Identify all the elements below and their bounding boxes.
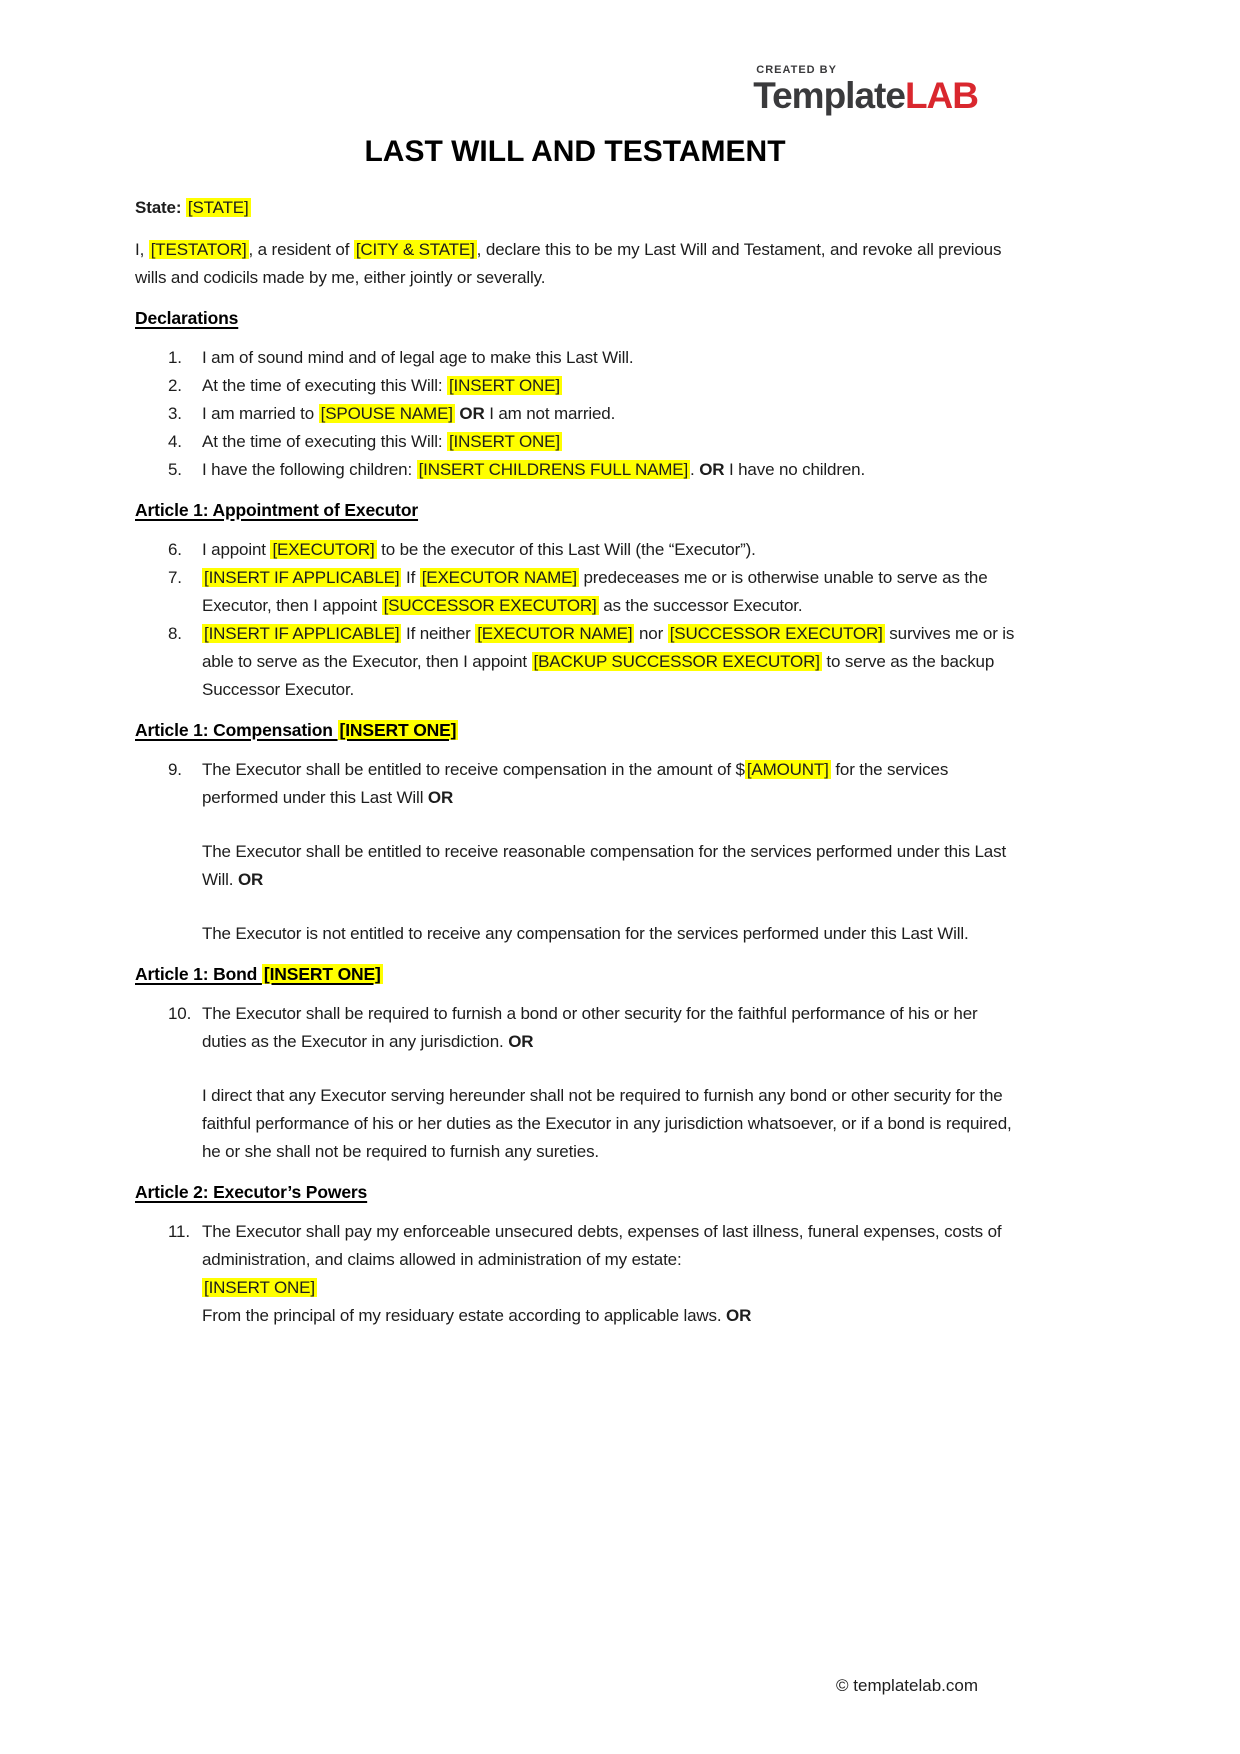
insert-if-applicable-placeholder: [INSERT IF APPLICABLE] [204, 624, 400, 643]
executor-placeholder: [EXECUTOR] [272, 540, 375, 559]
state-line [135, 194, 1015, 222]
item-number: 3. [168, 404, 182, 423]
intro-paragraph [135, 236, 1015, 292]
text-run: If [401, 568, 420, 587]
executor-name-placeholder: [EXECUTOR NAME] [477, 624, 633, 643]
footer-copyright: © templatelab.com [836, 1676, 978, 1695]
list-item-7 [168, 564, 1015, 620]
templatelab-logo [753, 64, 978, 116]
intro-run: I, [135, 240, 149, 259]
text-run: as the successor Executor. [598, 596, 803, 615]
or-keyword: OR [237, 870, 264, 889]
item-number: 8. [168, 624, 182, 643]
text-run: to serve as the backup Successor Executor. [202, 652, 995, 699]
text-run: I am married to [202, 404, 319, 423]
testator-placeholder: [TESTATOR] [150, 240, 247, 259]
item-number: 11. [168, 1222, 190, 1241]
list-item-1 [168, 344, 1015, 372]
text-run: for the services performed under this Last Will [202, 760, 949, 807]
list-item-3 [168, 400, 1015, 428]
insert-one-placeholder: [INSERT ONE] [204, 1278, 315, 1297]
item-text [202, 344, 1015, 372]
text-run: predeceases me or is otherwise unable to serve as the Executor, then I appoint [202, 568, 988, 615]
childrens-name-placeholder: [INSERT CHILDRENS FULL NAME] [418, 460, 689, 479]
text-run: to be the executor of this Last Will (the “Executor”). [376, 540, 756, 559]
powers-list [135, 1218, 1015, 1330]
insert-one-placeholder: [INSERT ONE] [339, 720, 457, 740]
insert-one-placeholder: [INSERT ONE] [448, 432, 560, 451]
text-run: The Executor is not entitled to receive any compensation for the services performed under this Last Will. [202, 924, 969, 943]
section-heading-compensation [135, 716, 1015, 744]
insert-one-placeholder: [INSERT ONE] [263, 964, 381, 984]
list-item-5 [168, 456, 1015, 484]
item-text [202, 428, 1015, 456]
state-placeholder: [STATE] [187, 198, 249, 217]
text-run: The Executor shall be entitled to receive compensation in the amount of $ [202, 760, 745, 779]
brand-wordmark [753, 77, 978, 116]
list-item-9 [168, 756, 1015, 812]
or-keyword: OR [699, 460, 725, 479]
item-text [202, 1218, 1015, 1330]
compensation-list [135, 756, 1015, 812]
successor-executor-placeholder: [SUCCESSOR EXECUTOR] [383, 596, 597, 615]
item-number: 10. [168, 1004, 192, 1023]
executor-name-placeholder: [EXECUTOR NAME] [421, 568, 577, 587]
text-run: At the time of executing this Will: [202, 432, 447, 451]
insert-one-placeholder: [INSERT ONE] [448, 376, 560, 395]
heading-text: Article 1: Compensation [135, 720, 338, 740]
item-number: 9. [168, 760, 182, 779]
section-heading-declarations: Declarations [135, 308, 239, 328]
item-text [202, 1000, 1015, 1056]
list-item-2 [168, 372, 1015, 400]
text-run: I am not married. [484, 404, 616, 423]
compensation-alt-1 [202, 838, 1015, 894]
list-item-6 [168, 536, 1015, 564]
item-text [202, 372, 1015, 400]
compensation-alt-2 [202, 920, 1015, 948]
text-run: From the principal of my residuary estate according to applicable laws. [202, 1306, 727, 1325]
item-number: 2. [168, 376, 182, 395]
text-run: At the time of executing this Will: [202, 376, 447, 395]
created-by-label: CREATED BY [756, 64, 837, 76]
state-label: State: [135, 198, 186, 217]
text-run: The Executor shall be required to furnish a bond or other security for the faithful performance of his or her duties as the Executor in any jurisdiction. [202, 1004, 978, 1051]
document-title: LAST WILL AND TESTAMENT [364, 135, 786, 168]
item-number: 1. [168, 348, 182, 367]
document-content [135, 134, 1015, 1330]
item-text [202, 400, 1015, 428]
or-keyword: OR [459, 404, 485, 423]
item-number: 6. [168, 540, 182, 559]
item-number: 4. [168, 432, 182, 451]
or-keyword: OR [726, 1306, 752, 1325]
text-run: If neither [401, 624, 476, 643]
item-text [202, 456, 1015, 484]
heading-text: Article 1: Bond [135, 964, 262, 984]
or-keyword: OR [508, 1032, 534, 1051]
section-heading-appointment-of-executor: Article 1: Appointment of Executor [135, 500, 419, 520]
text-run: The Executor shall be entitled to receive reasonable compensation for the services performed under this Last Will. [202, 842, 1007, 889]
declarations-list [135, 344, 1015, 484]
successor-executor-placeholder: [SUCCESSOR EXECUTOR] [669, 624, 883, 643]
list-item-11 [168, 1218, 1015, 1330]
or-keyword: OR [427, 788, 454, 807]
item-text [202, 756, 1015, 812]
brand-template-text: Template [753, 75, 905, 116]
section-heading-executors-powers: Article 2: Executor’s Powers [135, 1182, 368, 1202]
text-run: I am of sound mind and of legal age to make this Last Will. [202, 348, 634, 367]
intro-run: , declare this to be my Last Will and Testament, and revoke all previous wills and codicils made by me, either jointly or severally. [135, 240, 1002, 287]
text-run: I have no children. [724, 460, 866, 479]
list-item-8 [168, 620, 1015, 704]
section-heading-bond [135, 960, 1015, 988]
text-run: nor [634, 624, 668, 643]
backup-successor-executor-placeholder: [BACKUP SUCCESSOR EXECUTOR] [533, 652, 820, 671]
executor-list [135, 536, 1015, 704]
text-run: The Executor shall pay my enforceable unsecured debts, expenses of last illness, funeral expenses, costs of administration, and claims allowed in administration of my estate: [202, 1222, 1002, 1269]
item-text [202, 564, 1015, 620]
amount-placeholder: [AMOUNT] [746, 760, 829, 779]
item-number: 7. [168, 568, 182, 587]
text-run: survives me or is able to serve as the Executor, then I appoint [202, 624, 1015, 671]
bond-list [135, 1000, 1015, 1056]
list-item-10 [168, 1000, 1015, 1056]
intro-run: , a resident of [248, 240, 354, 259]
city-state-placeholder: [CITY & STATE] [355, 240, 475, 259]
item-number: 5. [168, 460, 182, 479]
text-run: I direct that any Executor serving hereunder shall not be required to furnish any bond or other security for the faithful performance of his or her duties as the Executor in any jurisdiction whatsoever, or if a bond is required, he or she shall not be required to furnish any sureties. [202, 1086, 1012, 1161]
text-run: . [690, 460, 700, 479]
text-run: I appoint [202, 540, 271, 559]
brand-lab-text: LAB [904, 75, 978, 116]
bond-alt-1 [202, 1082, 1015, 1166]
item-text [202, 536, 1015, 564]
insert-if-applicable-placeholder: [INSERT IF APPLICABLE] [204, 568, 400, 587]
spouse-name-placeholder: [SPOUSE NAME] [320, 404, 453, 423]
text-run: I have the following children: [202, 460, 417, 479]
list-item-4 [168, 428, 1015, 456]
item-text [202, 620, 1015, 704]
